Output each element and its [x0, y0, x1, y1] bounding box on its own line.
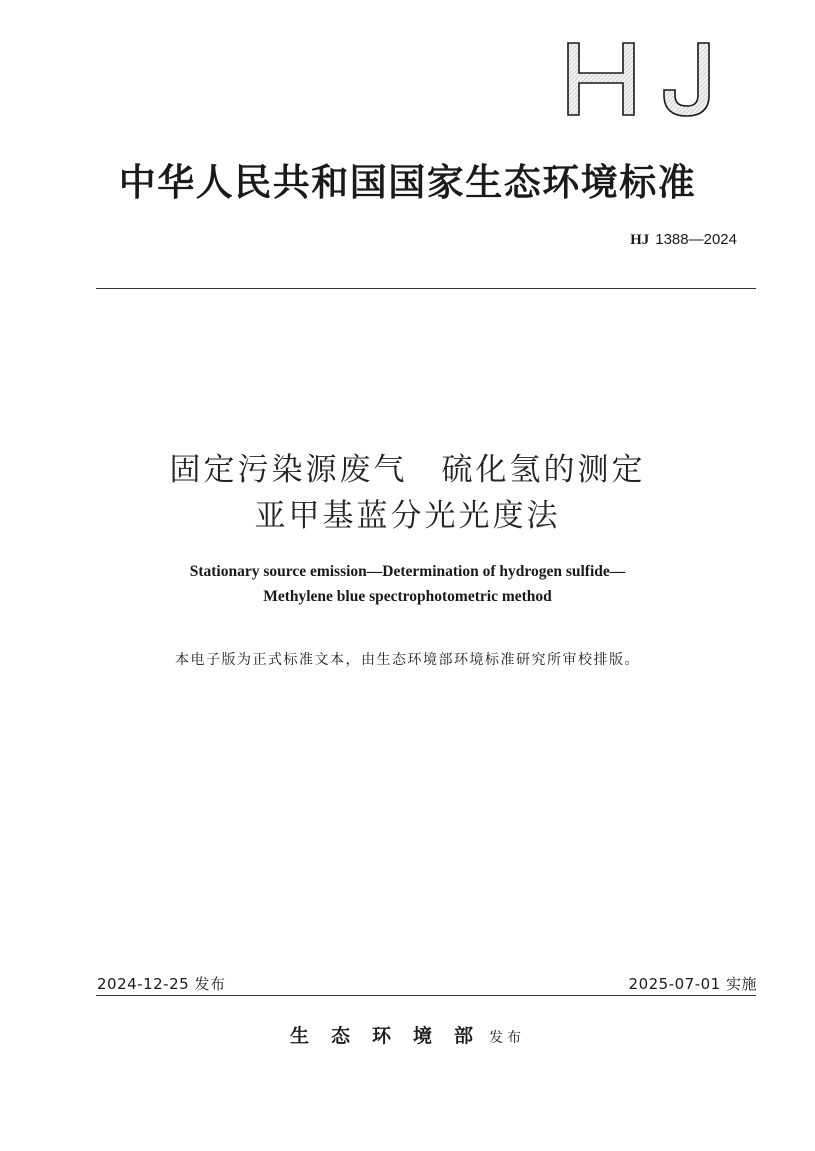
top-divider	[96, 288, 756, 289]
standard-number	[630, 230, 737, 249]
hj-logo	[560, 40, 720, 118]
issuer-name: 生态环境部	[289, 1025, 495, 1047]
issuer-line	[0, 1021, 815, 1048]
chinese-title-line-2: 亚甲基蓝分光光度法	[254, 498, 561, 534]
electronic-version-notice: 本电子版为正式标准文本，由生态环境部环境标准研究所审校排版。	[175, 652, 640, 668]
standard-code: HJ	[630, 232, 650, 248]
standard-number-value: 1388—2024	[655, 231, 737, 248]
chinese-title-line-1: 固定污染源废气 硫化氢的测定	[169, 452, 646, 488]
english-title-line-1: Stationary source emission—Determination of hydrogen sulfide—	[189, 563, 626, 580]
national-standard-title: 中华人民共和国国家生态环境标准	[118, 160, 697, 204]
issuer-action: 发布	[489, 1030, 525, 1046]
implementation-date: 2025-07-01 实施	[628, 975, 757, 993]
english-title-line-2: Methylene blue spectrophotometric method	[263, 588, 552, 605]
release-date: 2024-12-25 发布	[97, 975, 226, 993]
logo-letter-j	[664, 43, 709, 116]
bottom-divider	[96, 995, 756, 996]
logo-letter-h	[568, 43, 634, 115]
